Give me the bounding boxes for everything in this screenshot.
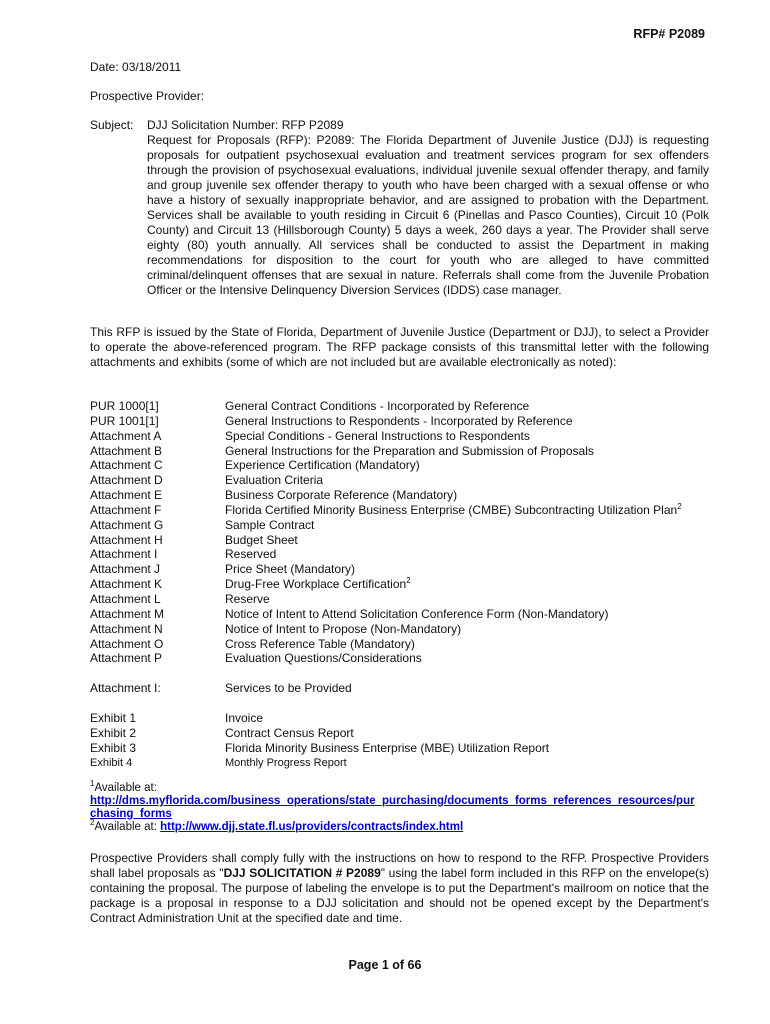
attachment-row	[90, 533, 730, 548]
attachment-code: PUR 1001[1]	[90, 413, 159, 428]
attachment-row	[90, 592, 730, 607]
attachment-row	[90, 503, 730, 518]
attachment-row	[90, 547, 730, 562]
attachment-description: General Instructions for the Preparation and Submission of Proposals	[225, 443, 594, 458]
footnote-mark: 2	[90, 818, 95, 828]
attachment-description: Business Corporate Reference (Mandatory)	[225, 488, 458, 503]
attachment-row	[90, 518, 730, 533]
footnote-1: $^1$Available at:	[90, 779, 157, 794]
attachment-code: Attachment H	[90, 532, 163, 547]
attachment-code: Attachment B	[90, 443, 163, 458]
attachment-description: General Instructions to Respondents - Incorporated by Reference	[225, 413, 573, 428]
attachment-description: Cross Reference Table (Mandatory)	[225, 636, 415, 651]
attachment-description: Evaluation Questions/Considerations	[225, 651, 422, 666]
attachment-code: Attachment K	[90, 577, 163, 592]
exhibit-code: Exhibit 1	[90, 711, 137, 726]
attachment-code: Attachment D	[90, 473, 163, 488]
exhibit-description: Monthly Progress Report	[225, 756, 347, 769]
letter-date: Date: 03/18/2011	[90, 60, 182, 74]
attachment-code: Attachment O	[90, 636, 164, 651]
exhibit-row	[90, 711, 730, 726]
exhibit-description: Florida Minority Business Enterprise (MBE) Utilization Report	[225, 740, 550, 755]
footnote-2: $^2$Available at: http://www.djj.state.fl.us/providers/contracts/index.html	[90, 818, 464, 833]
attachment-row	[90, 429, 730, 444]
attachment-row	[90, 562, 730, 577]
attachment-description: Price Sheet (Mandatory)	[225, 562, 356, 577]
attachment-code: Attachment G	[90, 517, 164, 532]
exhibit-row	[90, 726, 730, 741]
attachment-description: Florida Certified Minority Business Enterprise (CMBE) Subcontracting Utilization Plan	[225, 502, 678, 517]
attachment-description: Experience Certification (Mandatory)	[225, 458, 420, 473]
attachment-description: General Contract Conditions - Incorporated by Reference	[225, 399, 530, 413]
attachment-description: Drug-Free Workplace Certification	[225, 577, 407, 592]
footnote-reference: 2	[406, 576, 411, 586]
attachment-description: Evaluation Criteria	[225, 473, 324, 488]
attachment-row	[90, 414, 730, 429]
closing-paragraph: Prospective Providers shall comply fully with the instructions on how to respond to the RFP. Prospective Providers shall label proposals as "DJJ SOLICITATION # P2089" using the label form included in this RFP on the envelope(s) containing the proposal. The purpose of labeling the envelope is to put the Department's mailroom on notice that the package is a proposal in response to a DJJ solicitation and should not be opened except by the Department's Contract Administration Unit at the specified date and time.	[90, 851, 709, 925]
attachment-row	[90, 577, 730, 592]
footnote-2-link[interactable]: http://www.djj.state.fl.us/providers/contracts/index.html	[160, 821, 464, 833]
attachment-description: Reserved	[225, 547, 277, 562]
rfp-number-header: RFP# P2089	[633, 27, 705, 41]
attachment-row	[90, 607, 730, 622]
solicitation-number: DJJ Solicitation Number: RFP P2089	[147, 118, 344, 132]
subject-description: Request for Proposals (RFP): P2089: The Florida Department of Juvenile Justice (DJJ) is requesting proposals for outpatient psychosexual evaluation and treatment services program for sex offenders through the provision of psychosexual evaluations, individual juvenile sexual offender therapy, and family and group juvenile sex offender therapy to youth who have been charged with a sexual offense or who have a history of sexually inappropriate behavior, and are assigned to probation with the Department. Services shall be available to youth residing in Circuit 6 (Pinellas and Pasco Counties), Circuit 10 (Polk County) and Circuit 13 (Hillsborough County) 5 days a week, 260 days a year. The Provider shall serve eighty (80) youth annually. All services shall be conducted to assist the Department in making recommendations for disposition to the court for youth who are alleged to have committed criminal/delinquent offenses that are sexual in nature. Referrals shall come from the Juvenile Probation Officer or the Intensive Delinquency Diversion Services (IDDS) case manager.	[147, 133, 709, 297]
attachment-code: Attachment L	[90, 591, 161, 606]
attachments-list	[90, 399, 730, 770]
attachment-description: Reserve	[225, 591, 270, 606]
page-number: Page 1 of 66	[348, 958, 422, 972]
attachment-services-row	[90, 681, 730, 696]
exhibit-code: Exhibit 2	[90, 725, 137, 740]
attachment-description: Services to be Provided	[225, 681, 352, 696]
attachment-code: Attachment J	[90, 562, 161, 577]
attachment-row	[90, 488, 730, 503]
attachment-row	[90, 399, 730, 414]
exhibit-code: Exhibit 3	[90, 740, 137, 755]
exhibit-description: Contract Census Report	[225, 725, 354, 740]
footnotes	[90, 779, 730, 834]
attachment-code: Attachment I:	[90, 681, 161, 696]
attachment-code: Attachment F	[90, 502, 162, 517]
attachment-code: Attachment M	[90, 606, 165, 621]
attachment-row	[90, 458, 730, 473]
exhibit-row	[90, 756, 730, 771]
attachment-row	[90, 622, 730, 637]
subject-label: Subject:	[90, 118, 134, 132]
attachment-row	[90, 651, 730, 666]
solicitation-label: DJJ SOLICITATION # P2089	[223, 866, 381, 880]
footnote-1-link-cont[interactable]: chasing_forms	[90, 808, 172, 820]
attachment-row	[90, 637, 730, 652]
attachment-code: Attachment C	[90, 458, 163, 473]
attachment-code: PUR 1000[1]	[90, 399, 159, 413]
exhibit-description: Invoice	[225, 711, 264, 726]
exhibit-code: Exhibit 4	[90, 756, 133, 769]
attachment-description: Notice of Intent to Attend Solicitation Conference Form (Non-Mandatory)	[225, 606, 609, 621]
attachment-row	[90, 444, 730, 459]
attachment-description: Notice of Intent to Propose (Non-Mandatory)	[225, 621, 462, 636]
attachment-description: Sample Contract	[225, 517, 315, 532]
attachment-description: Budget Sheet	[225, 532, 298, 547]
attachment-row	[90, 473, 730, 488]
intro-paragraph: This RFP is issued by the State of Florida, Department of Juvenile Justice (Department or DJJ), to select a Provider to operate the above-referenced program. The RFP package consists of this transmittal letter with the following attachments and exhibits (some of which are not included but are available electronically as noted):	[90, 325, 709, 369]
attachment-code: Attachment N	[90, 621, 163, 636]
attachment-description: Special Conditions - General Instructions to Respondents	[225, 428, 530, 443]
footnote-mark: 1	[90, 779, 95, 789]
exhibit-row	[90, 741, 730, 756]
subject-body	[147, 118, 709, 298]
footnote-1-link[interactable]: http://dms.myflorida.com/business_operations/state_purchasing/documents_forms_references_resources/pur	[90, 795, 695, 807]
attachment-code: Attachment E	[90, 488, 163, 503]
attachment-code: Attachment P	[90, 651, 163, 666]
attachment-code: Attachment I	[90, 547, 158, 562]
attachment-code: Attachment A	[90, 428, 162, 443]
salutation: Prospective Provider:	[90, 89, 205, 103]
footnote-reference: 2	[677, 501, 682, 511]
